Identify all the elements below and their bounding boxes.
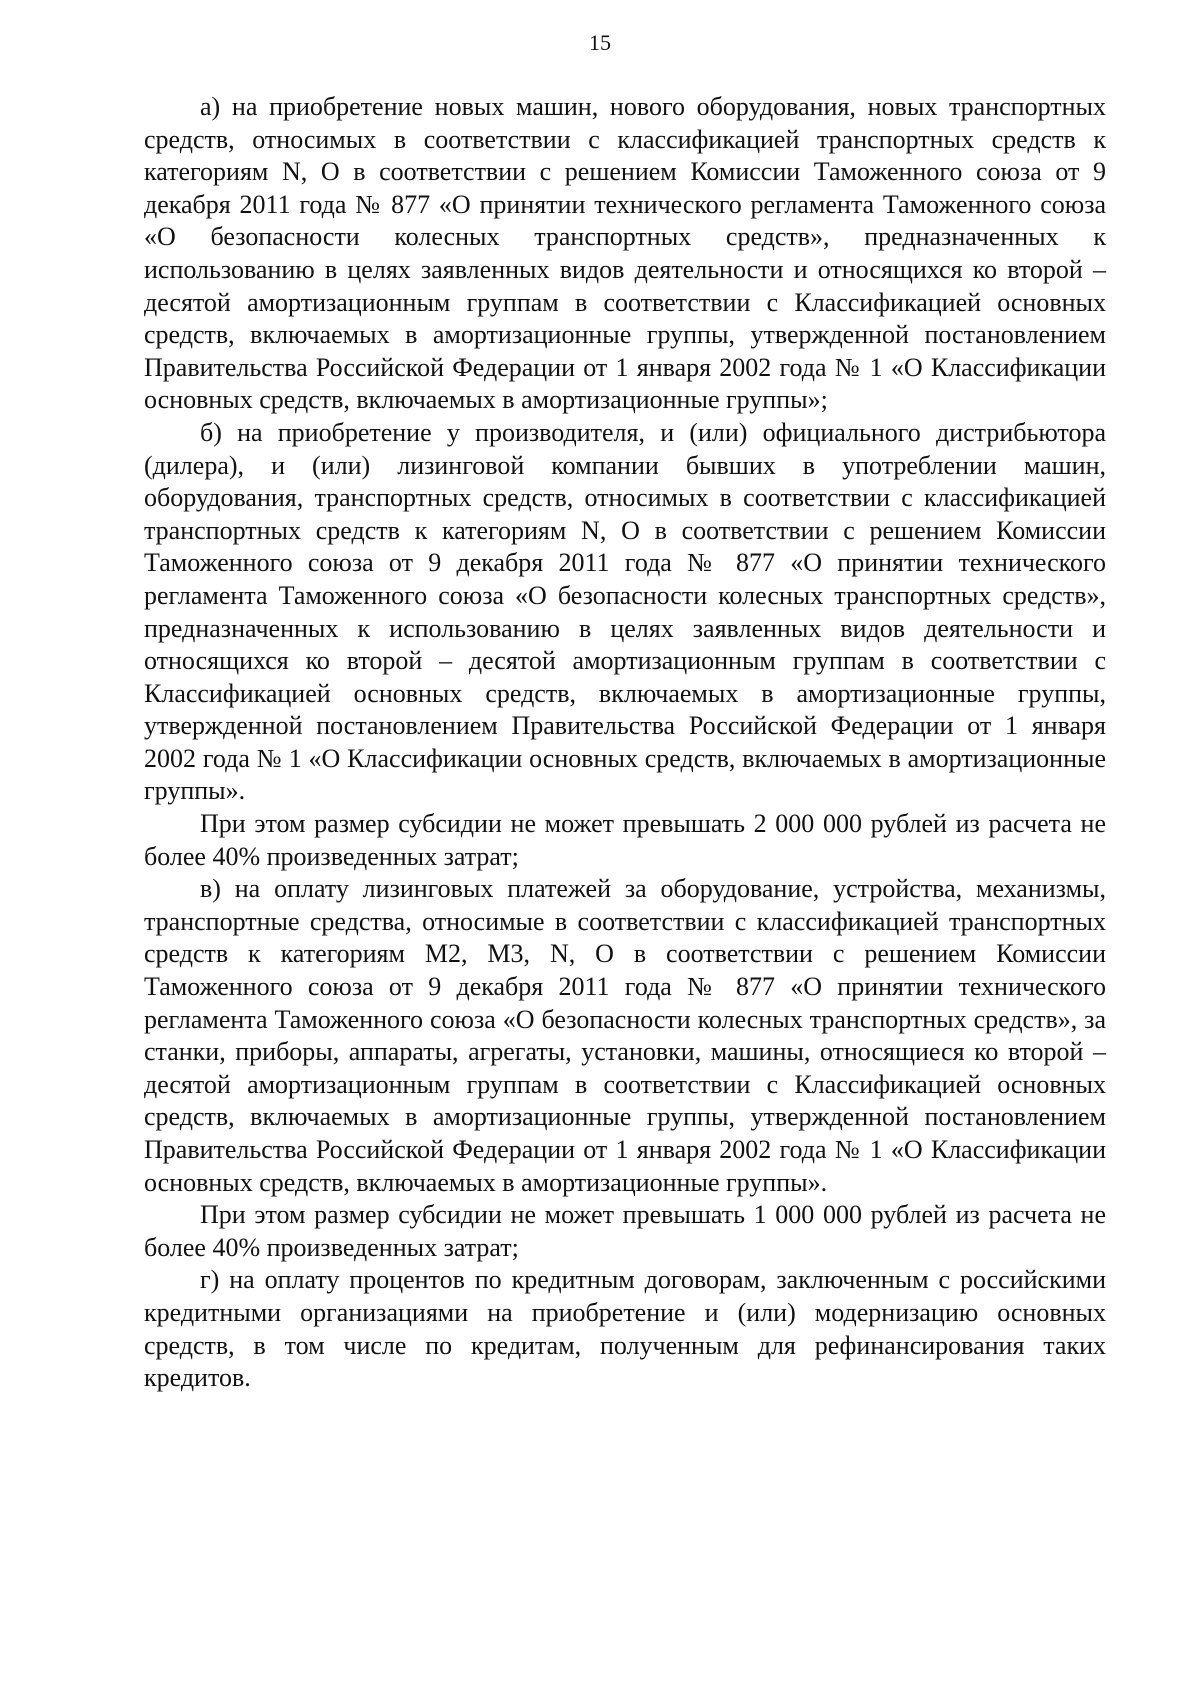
document-body [144, 91, 1106, 1395]
paragraph-item-v: в) на оплату лизинговых платежей за оборудование, устройства, механизмы, транспортные средства, относимые в соответствии с классификацией транспортных средств к категориям M2, M3, N, O в соответствии с решением Комиссии Таможенного союза от 9 декабря 2011 года № 877 «О принятии технического регламента Таможенного союза «О безопасности колесных транспортных средств», за станки, приборы, аппараты, агрегаты, установки, машины, относящиеся ко второй – десятой амортизационным группам в соответствии с Классификацией основных средств, включаемых в амортизационные группы, утвержденной постановлением Правительства Российской Федерации от 1 января 2002 года № 1 «О Классификации основных средств, включаемых в амортизационные группы». [144, 874, 1106, 1197]
paragraph-item-a: а) на приобретение новых машин, нового оборудования, новых транспортных средств, относимых в соответствии с классификацией транспортных средств к категориям N, O в соответствии с решением Комиссии Таможенного союза от 9 декабря 2011 года № 877 «О принятии технического регламента Таможенного союза «О безопасности колесных транспортных средств», предназначенных к использованию в целях заявленных видов деятельности и относящихся ко второй – десятой амортизационным группам в соответствии с Классификацией основных средств, включаемых в амортизационные группы, утвержденной постановлением Правительства Российской Федерации от 1 января 2002 года № 1 «О Классификации основных средств, включаемых в амортизационные группы»; [144, 92, 1106, 415]
paragraph-item-b: б) на приобретение у производителя, и (или) официального дистрибьютора (дилера), и (или) лизинговой компании бывших в употреблении машин, оборудования, транспортных средств, относимых в соответствии с классификацией транспортных средств к категориям N, O в соответствии с решением Комиссии Таможенного союза от 9 декабря 2011 года № 877 «О принятии технического регламента Таможенного союза «О безопасности колесных транспортных средств», предназначенных к использованию в целях заявленных видов деятельности и относящихся ко второй – десятой амортизационным группам в соответствии с Классификацией основных средств, включаемых в амортизационные группы, утвержденной постановлением Правительства Российской Федерации от 1 января 2002 года № 1 «О Классификации основных средств, включаемых в амортизационные группы». [144, 417, 1106, 806]
paragraph-subsidy-limit-1m: При этом размер субсидии не может превышать 1 000 000 рублей из расчета не более 40% произведенных затрат; [144, 1200, 1106, 1262]
paragraph-subsidy-limit-2m: При этом размер субсидии не может превышать 2 000 000 рублей из расчета не более 40% произведенных затрат; [144, 809, 1106, 871]
paragraph-item-g: г) на оплату процентов по кредитным договорам, заключенным с российскими кредитными организациями на приобретение и (или) модернизацию основных средств, в том числе по кредитам, полученным для рефинансирования таких кредитов. [144, 1265, 1106, 1393]
page-number: 15 [589, 30, 611, 55]
